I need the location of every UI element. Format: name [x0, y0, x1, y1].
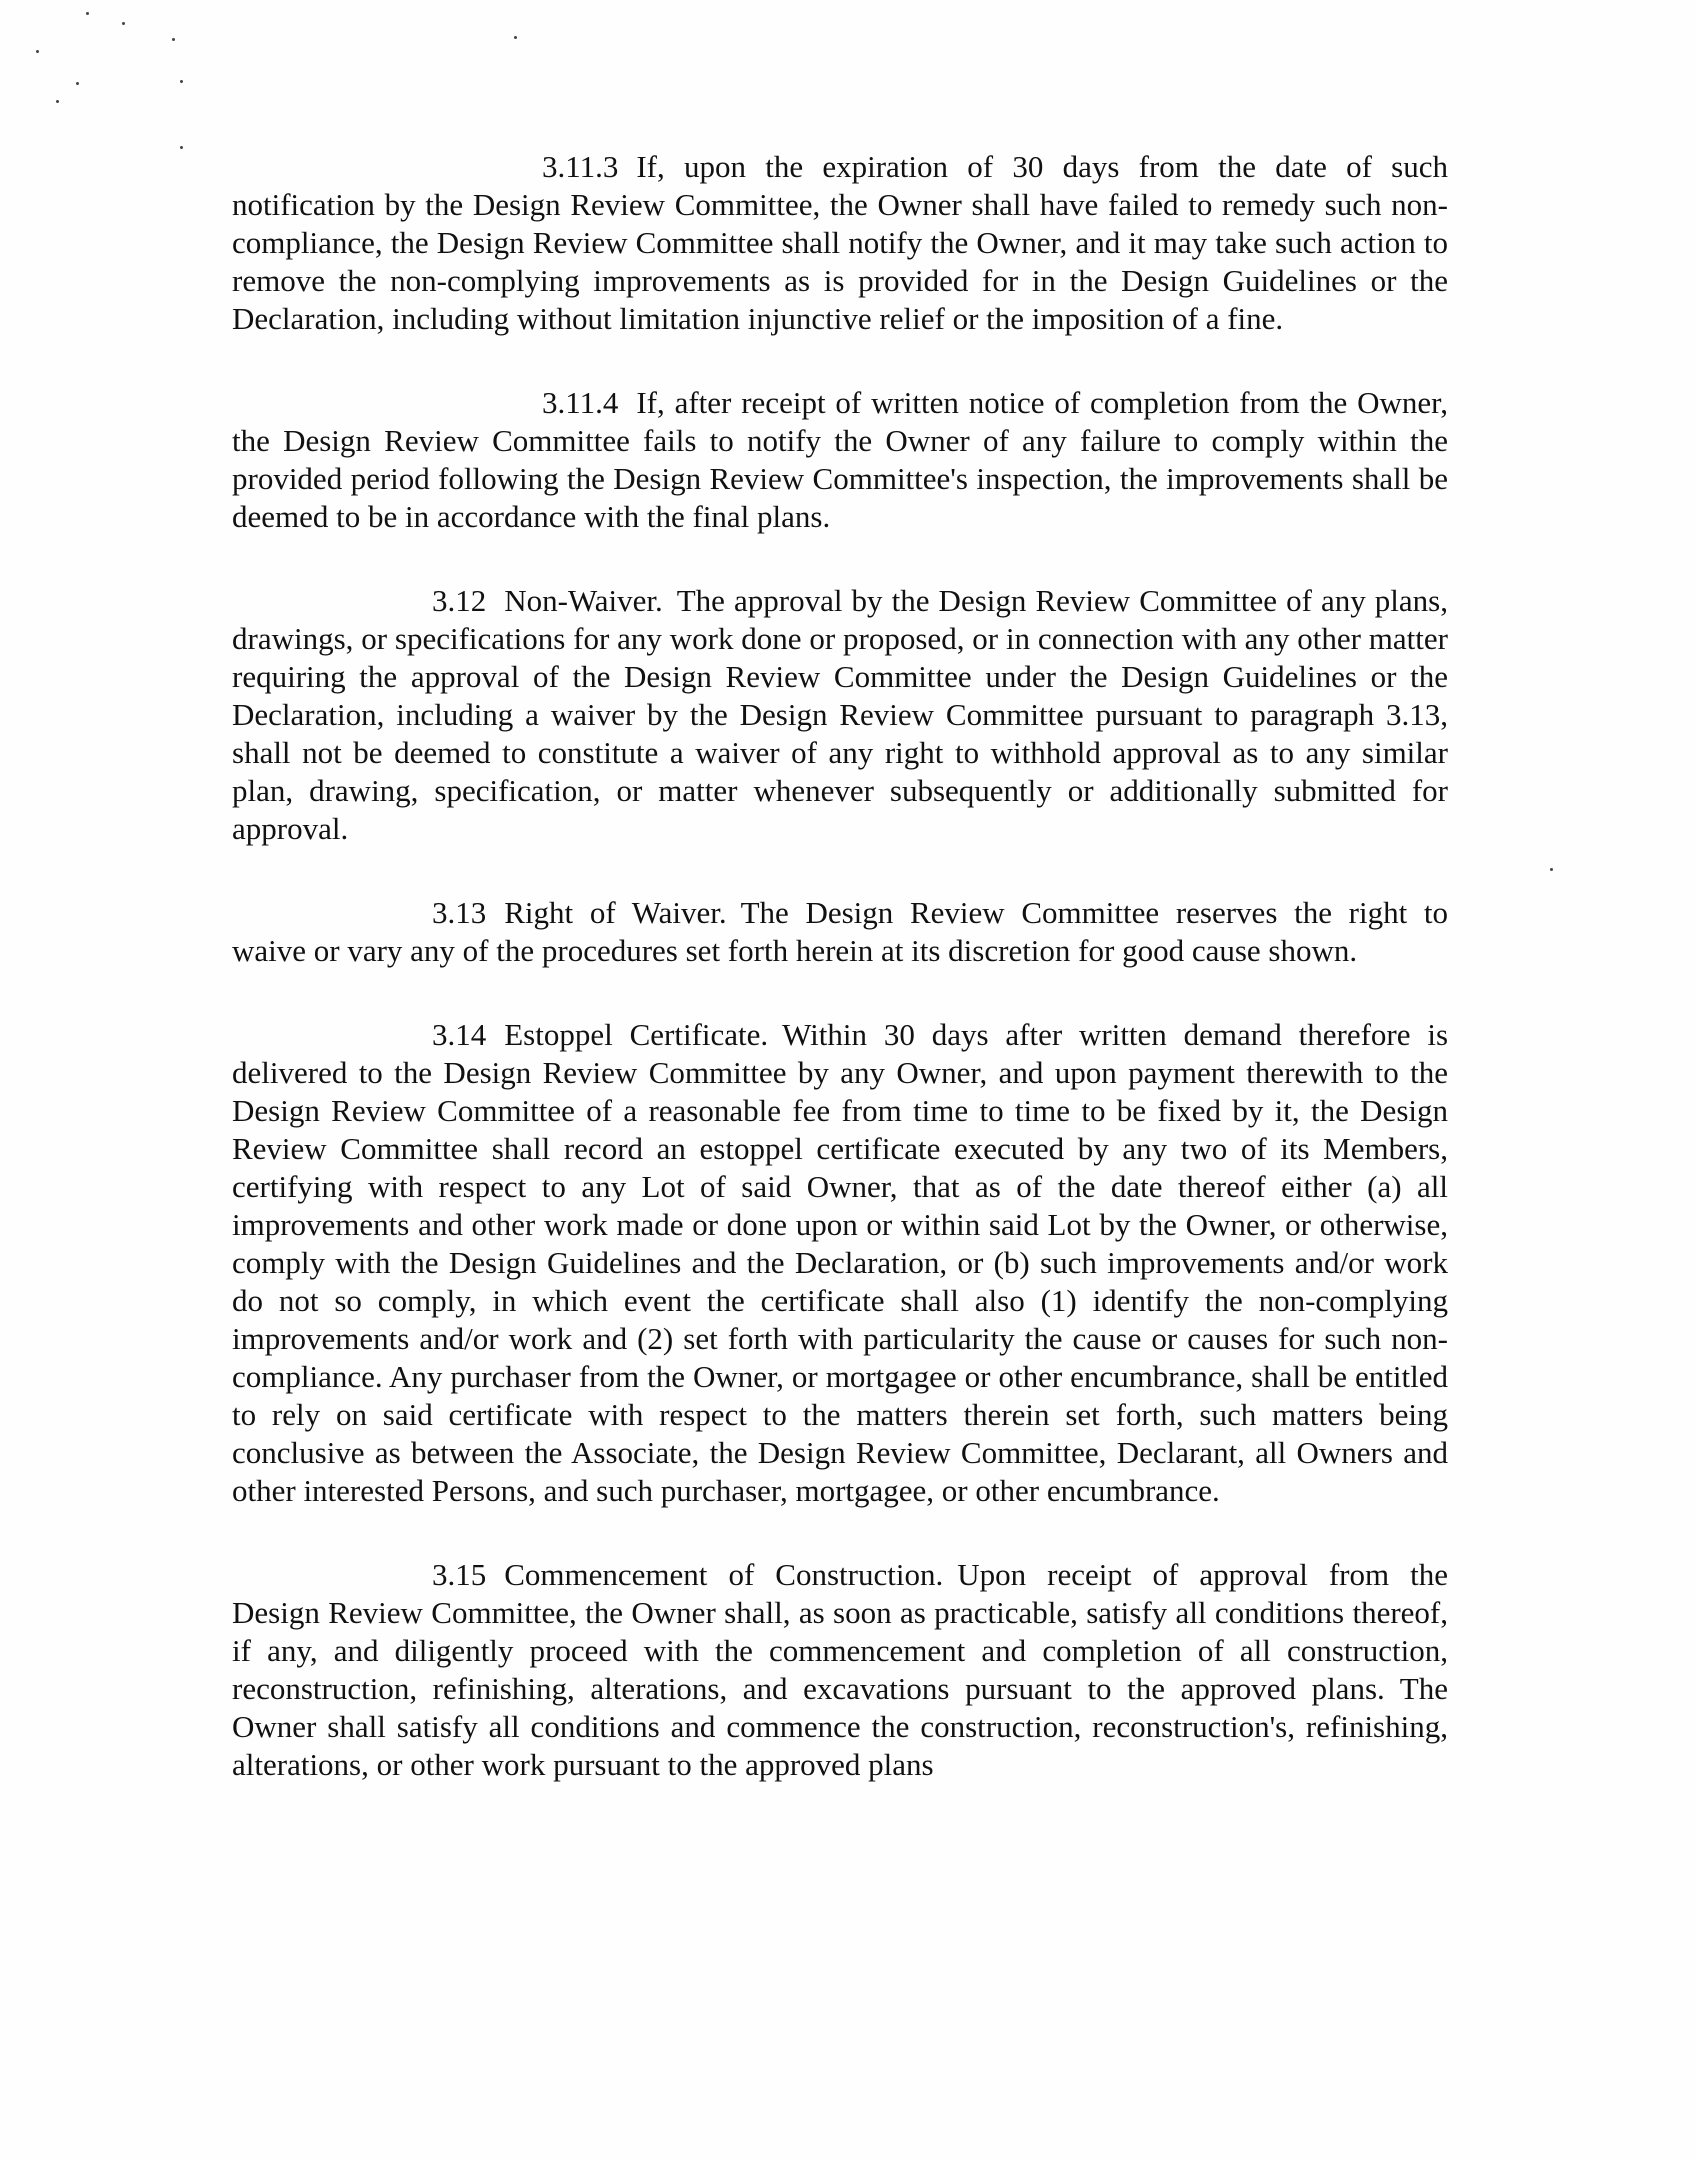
scan-speck: [122, 22, 125, 25]
section-number: 3.13: [432, 895, 487, 930]
scan-speck: [180, 80, 183, 83]
section-number: 3.14: [432, 1017, 487, 1052]
section-number: 3.11.4: [542, 385, 619, 420]
paragraph-text: If, after receipt of written notice of completion from the Owner, the Design Review Committee fails to notify the Owner of any failure to comply within the provided period following the Design Review Committee's inspection, the improvements shall be deemed to be in accordance with the final plans.: [232, 385, 1448, 534]
scan-speck: [56, 100, 59, 103]
scan-speck: [36, 50, 39, 53]
section-heading: Estoppel Certificate.: [504, 1017, 769, 1052]
scan-speck: [180, 146, 183, 149]
section-number: 3.12: [432, 583, 487, 618]
section-number: 3.11.3: [542, 149, 619, 184]
paragraph-text: Within 30 days after written demand therefore is delivered to the Design Review Committee by any Owner, and upon payment therewith to the Design Review Committee of a reasonable fee from time to time to be fixed by it, the Design Review Committee shall record an estoppel certificate executed by any two of its Members, certifying with respect to any Lot of said Owner, that as of the date thereof either (a) all improvements and other work made or done upon or within said Lot by the Owner, or otherwise, comply with the Design Guidelines and the Declaration, or (b) such improvements and/or work do not so comply, in which event the certificate shall also (1) identify the non-complying improvements and/or work and (2) set forth with particularity the cause or causes for such non-compliance. Any purchaser from the Owner, or mortgagee or other encumbrance, shall be entitled to rely on said certificate with respect to the matters therein set forth, such matters being conclusive as between the Associate, the Design Review Committee, Declarant, all Owners and other interested Persons, and such purchaser, mortgagee, or other encumbrance.: [232, 1017, 1449, 1508]
paragraph-3-15: [232, 1556, 1448, 1784]
section-number: 3.15: [432, 1557, 487, 1592]
section-heading: Commencement of Construction.: [504, 1557, 944, 1592]
scan-speck: [514, 36, 517, 39]
section-heading: Right of Waiver.: [504, 895, 727, 930]
scan-speck: [172, 38, 175, 41]
section-heading: Non-Waiver.: [504, 583, 663, 618]
paragraph-3-12: [232, 582, 1448, 848]
paragraph-3-14: [232, 1016, 1448, 1510]
paragraph-text: The Design Review Committee reserves the right to waive or vary any of the procedures set forth herein at its discretion for good cause shown.: [232, 895, 1448, 968]
paragraph-3-13: [232, 894, 1448, 970]
paragraph-3-11-4: [232, 384, 1448, 536]
document-body: [232, 148, 1448, 1830]
paragraph-text: Upon receipt of approval from the Design Review Committee, the Owner shall, as soon as practicable, satisfy all conditions thereof, if any, and diligently proceed with the commencement and completion of all construction, reconstruction, refinishing, alterations, and excavations pursuant to the approved plans. The Owner shall satisfy all conditions and commence the construction, reconstruction's, refinishing, alterations, or other work pursuant to the approved plans: [232, 1557, 1448, 1782]
paragraph-3-11-3: [232, 148, 1448, 338]
paragraph-text: The approval by the Design Review Committee of any plans, drawings, or specifications for any work done or proposed, or in connection with any other matter requiring the approval of the Design Review Committee under the Design Guidelines or the Declaration, including a waiver by the Design Review Committee pursuant to paragraph 3.13, shall not be deemed to constitute a waiver of any right to withhold approval as to any similar plan, drawing, specification, or matter whenever subsequently or additionally submitted for approval.: [232, 583, 1448, 846]
scan-speck: [1550, 868, 1553, 871]
scan-speck: [76, 82, 79, 85]
paragraph-text: If, upon the expiration of 30 days from the date of such notification by the Design Review Committee, the Owner shall have failed to remedy such non-compliance, the Design Review Committee shall notify the Owner, and it may take such action to remove the non-complying improvements as is provided for in the Design Guidelines or the Declaration, including without limitation injunctive relief or the imposition of a fine.: [232, 149, 1448, 336]
scan-speck: [86, 12, 89, 15]
